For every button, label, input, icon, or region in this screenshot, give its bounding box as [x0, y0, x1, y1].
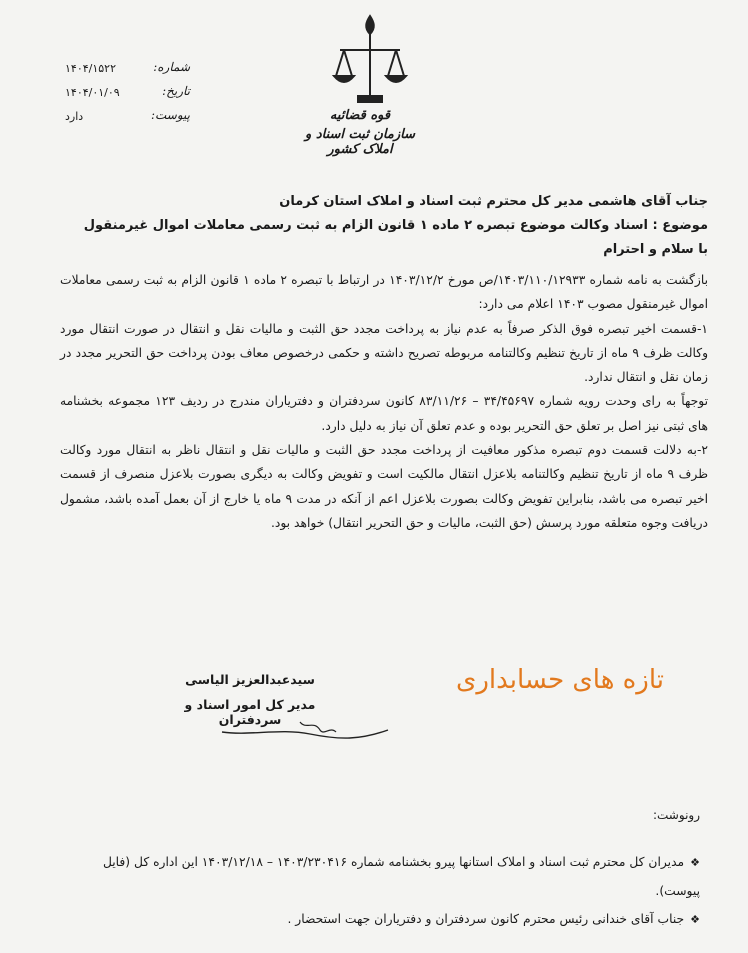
handwritten-signature: [220, 718, 390, 742]
diamond-bullet-icon: ❖: [690, 856, 700, 869]
number-value: ۱۴۰۴/۱۵۲۲: [65, 62, 116, 75]
body-paragraph-2: ۲-به دلالت قسمت دوم تبصره مذکور معافیت از پرداخت مجدد حق الثبت و مالیات نقل و انتقال ناظر به انتقال مورد وکالت ظرف ۹ ماه از تاریخ تنظیم وکالتنامه بلاعزل انتقال مالکیت است و تفویض وکالت به دیگری بصورت بلاعزل منصرف از قسمت اخیر تبصره می باشد، بنابراین تفویض وکالت بصورت بلاعزل اعم از آنکه در مدت ۹ ماه یا خارج از آن بعمل آمده باشد، مشمول دریافت وجوه متعلقه مورد پرسش (حق الثبت، مالیات و حق التحریر انتقال) خواهد بود.: [60, 443, 708, 530]
date-label: تاریخ:: [162, 84, 190, 98]
cc-label: رونوشت:: [652, 808, 700, 822]
organization-label: سازمان ثبت اسناد و املاک کشور: [305, 127, 415, 157]
signatory-name: سیدعبدالعزیز الیاسی: [185, 672, 315, 687]
body-paragraph-intro: بازگشت به نامه شماره ۱۴۰۳/۱۱۰/۱۲۹۳۳/ص مورخ ۱۴۰۳/۱۲/۲ در ارتباط با تبصره ۲ ماده ۱ قانون الزام به ثبت رسمی معاملات اموال غیرمنقول مصوب ۱۴۰۳ اعلام می دارد:: [60, 273, 709, 312]
subject-line: موضوع : اسناد وکالت موضوع تبصره ۲ ماده ۱ قانون الزام به ثبت رسمی معاملات اموال غیرمنقول: [83, 218, 708, 233]
cc-item: [70, 905, 700, 934]
meta-number-row: [60, 58, 200, 82]
organization-name: [300, 108, 420, 157]
cc-item-text: جناب آقای خندانی رئیس محترم کانون سردفتران و دفترياران جهت استحضار .: [287, 912, 685, 926]
letter-header: [48, 190, 708, 262]
body-paragraph-ruling: توجهاً به رای وحدت رویه شماره ۳۴/۴۵۶۹۷ – ۸۳/۱۱/۲۶ کانون سردفتران و دفترياران مندرج در ردیف ۱۲۳ مجموعه بخشنامه های ثبتی نیز اصل بر تعلق حق التحریر بوده و عدم تعلق آن نیاز به دلیل دارد.: [60, 394, 708, 433]
number-label: شماره:: [153, 60, 190, 74]
diamond-bullet-icon: ❖: [690, 913, 700, 926]
cc-item: [70, 848, 700, 905]
greeting-line: با سلام و احترام: [603, 242, 708, 257]
cc-list: [70, 848, 700, 934]
watermark-text: تازه های حسابداری: [455, 665, 665, 695]
signatory-title: مدیر کل امور اسناد و سردفتران: [184, 697, 316, 727]
cc-item-text: مدیران کل محترم ثبت اسناد و املاک استانها پیرو بخشنامه شماره ۱۴۰۳/۲۳۰۴۱۶ – ۱۴۰۳/۱۲/۱۸ این اداره کل (فایل پیوست).: [102, 855, 700, 898]
attachment-label: پیوست:: [150, 108, 190, 122]
judiciary-scales-emblem: [330, 10, 410, 110]
judiciary-label: قوه قضائیه: [329, 108, 391, 123]
meta-attachment-row: [60, 106, 200, 130]
meta-date-row: [60, 82, 200, 106]
date-value: ۱۴۰۴/۰۱/۰۹: [65, 86, 120, 99]
letter-body: [60, 268, 708, 535]
letter-meta: [60, 58, 200, 130]
attachment-value: دارد: [65, 110, 84, 123]
body-paragraph-1: ۱-قسمت اخیر تبصره فوق الذکر صرفاً به عدم نیاز به پرداخت مجدد حق الثبت و مالیات نقل و انتقال در صورت انتقال مورد وکالت ظرف ۹ ماه از تاریخ تنظیم وکالتنامه مربوطه تصریح داشته و حکمی درخصوص معاف بودن پرداخت حق التحریر مجدد در زمان نقل و انتقال ندارد.: [60, 321, 709, 385]
recipient-line: جناب آقای هاشمی مدیر کل محترم ثبت اسناد و املاک استان کرمان: [279, 194, 708, 209]
